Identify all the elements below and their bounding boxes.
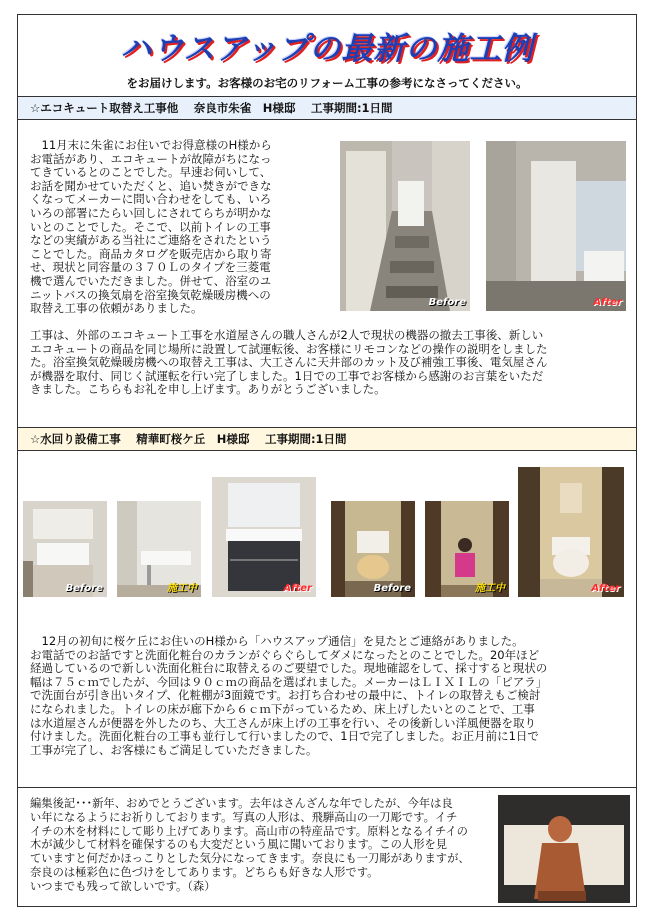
vanity-after-photo (212, 477, 316, 597)
before-label: Before (373, 583, 411, 594)
after-label: After (593, 297, 622, 308)
ecocute-before-photo (340, 141, 470, 311)
wood-doll-photo (498, 795, 630, 903)
section1-intro: 11月末に朱雀にお住いでお得意様のH様から お電話があり、エコキュートが故障がちになっ てきているとのことでした。早速お伺いして、 お話を聞かせていただくと、追い焚きができな くなってメーカーに問い合わせをしても、いろ いろの部署にたらい回しにされてらちが明かな いとのことでした。そこで、以前トイレの工事 などの実績がある当社にご連絡をされたという ことでした。商品カタログを販売店から取り寄 せ、現状と同容量の３７０Ｌのタイプを三菱電 機で選んでいただきました。併せて、浴室のユ ニットバスの換気扇を浴室換気乾燥暖房機への 取替え工事の依頼がありました。 (30, 138, 272, 316)
editor-divider (18, 787, 636, 788)
after-label: After (283, 583, 312, 594)
section2-heading: ☆水回り設備工事 精華町桜ケ丘 H様邸 工事期間:1日間 (18, 427, 636, 451)
toilet-after-photo (518, 467, 624, 597)
vanity-before-photo (23, 501, 107, 597)
after-label: After (591, 583, 620, 594)
before-label: Before (428, 297, 466, 308)
ecocute-after-photo (486, 141, 626, 311)
in-progress-label: 施工中 (475, 583, 505, 594)
newsletter-sheet (17, 14, 637, 907)
toilet-work-photo (425, 501, 509, 597)
before-label: Before (65, 583, 103, 594)
editor-note: 編集後記･･･新年、おめでとうございます。去年はさんざんな年でしたが、今年は良 い年になるようにお祈りしております。写真の人形は、飛騨高山の一刀彫です。イチ イチの木を材料にして彫り上げてあります。高山市の特産品です。原料となるイチイの 木が減少して材料を確保するのも大変だという風に聞いております。この人形を見 ていますと何だかほっこりとした気分になってきます。奈良にも一刀彫がありますが、 奈良のは極彩色に色づけをしてあります。どちらも好きな人形です。 いつまでも残って欲しいです。（森） (30, 797, 470, 893)
section1-body: 工事は、外部のエコキュート工事を水道屋さんの職人さんが2人で現状の機器の撤去工事後、新しい エコキュートの商品を同じ場所に設置して試運転後、お客様にリモコンなどの操作の説明をしました た。浴室換気乾燥暖房機への取替え工事は、大工さんに天井部のカット及び補強工事後、電気屋さん が機器を取付、同じく試運転を行い完了しました。1日での工事でお客様から感謝のお言葉をいただ きました。こちらもお礼を申し上げます。ありがとうございました。 (30, 328, 548, 397)
page-subtitle: をお届けします。お客様のお宅のリフォーム工事の参考になさってください。 (126, 76, 528, 90)
section1-heading: ☆エコキュート取替え工事他 奈良市朱雀 H様邸 工事期間:1日間 (18, 96, 636, 120)
toilet-before-photo (331, 501, 415, 597)
in-progress-label: 施工中 (167, 583, 197, 594)
page-title: ハウスアップの最新の施工例 (120, 31, 534, 67)
vanity-work-photo (117, 501, 201, 597)
section2-body: 12月の初旬に桜ケ丘にお住いのH様から「ハウスアップ通信」を見たとご連絡がありました。 お電話でのお話ですと洗面化粧台のカランがぐらぐらしてダメになったとのことでした。20年ほど 経過しているので新しい洗面化粧台に取替えるのご要望でした。現地確認をして、採寸すると現状の 幅は７５ｃｍでしたが、今回は９０ｃｍの商品を選ばれました。メーカーはＬＩＸＩＬの「ピアラ」 で洗面台が引き出いタイプ、化粧棚が3面鏡です。お打ち合わせの最中に、トイレの取替えもご検討 になられました。トイレの床が廊下から６ｃｍ下がっているため、床上げしたいとのことで、工事 は水道屋さんが便器を外したのち、大工さんが床上げの工事を行い、その後新しい洋風便器を取り 付けました。洗面化粧台の工事も並行して行いましたので、1日で完了しました。お正月前に1日で 工事が完了し、お客様にもご満足していただきました。 (30, 634, 548, 757)
